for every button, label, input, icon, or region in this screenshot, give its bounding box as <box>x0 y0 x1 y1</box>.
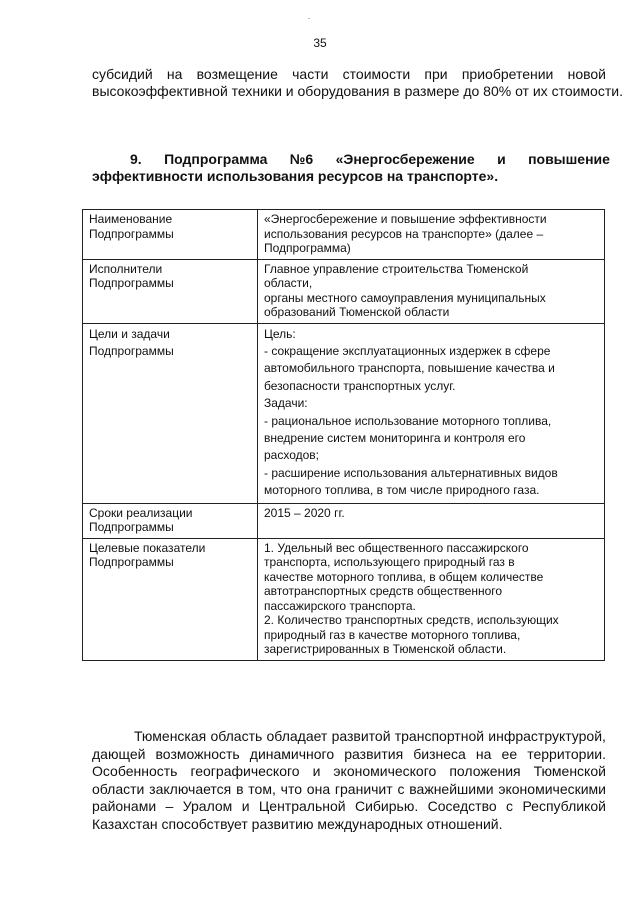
value-line: 1. Удельный вес общественного пассажирского <box>264 540 529 555</box>
intro-word: при <box>424 66 448 82</box>
table-cell-value <box>258 503 605 538</box>
value-line: использования ресурсов на транспорте» (далее – <box>264 226 544 241</box>
value-line: транспорта, использующего природный газ в <box>264 555 515 570</box>
intro-paragraph <box>92 66 623 100</box>
value-line: 2. Количество транспортных средств, использующих <box>264 613 559 628</box>
table-cell-label <box>83 538 258 660</box>
body-word: развития <box>344 745 404 762</box>
body-word: она <box>306 780 331 797</box>
body-word: Сибирью. <box>354 798 419 814</box>
value-line: - расширение использования альтернативных видов <box>264 465 558 480</box>
label-line: Подпрограммы <box>89 520 174 535</box>
value-line: - рациональное использование моторного топлива, <box>264 413 552 428</box>
label-line: Подпрограммы <box>89 276 174 290</box>
value-line: Задачи: <box>264 396 308 411</box>
value-line: Главное управление строительства Тюменской <box>264 261 529 276</box>
body-word: экономического <box>333 763 437 779</box>
body-line <box>92 763 606 781</box>
intro-line-2: высокоэффективной техники и оборудования в размере до 80% от их стоимости. <box>92 83 623 99</box>
value-line: моторного топлива, в том числе природного газа. <box>264 483 540 498</box>
body-paragraph <box>92 728 606 833</box>
body-word: граничит <box>334 780 393 797</box>
body-word: транспортной <box>394 728 485 744</box>
body-word: Республикой <box>522 798 606 814</box>
heading-line-1 <box>92 151 610 168</box>
value-line: органы местного самоуправления муниципальных <box>264 290 546 305</box>
intro-word: возмещение <box>196 66 278 82</box>
label-line: Исполнители <box>89 261 163 276</box>
value-line: Цель: <box>264 326 296 341</box>
body-word: – <box>165 798 174 814</box>
page-number: 35 <box>313 36 327 50</box>
body-word: районами <box>92 798 157 814</box>
body-word: важнейшими <box>409 780 494 797</box>
body-word: возможность <box>155 745 240 762</box>
table-cell-label <box>83 503 258 538</box>
body-line <box>92 798 606 816</box>
table-cell-value <box>258 210 605 260</box>
value-line: внедрение систем мониторинга и контроля его <box>264 430 526 445</box>
body-word: Особенность <box>92 763 178 779</box>
body-word: Тюменской <box>533 763 606 779</box>
body-word: обладает <box>266 728 328 744</box>
value-line: образований Тюменской области <box>264 305 450 319</box>
value-line: расходов; <box>264 448 320 463</box>
body-word: бизнеса <box>413 745 466 762</box>
body-word: инфраструктурой, <box>488 728 606 744</box>
table-cell-value <box>258 538 605 660</box>
label-line: Подпрограммы <box>89 343 174 358</box>
heading-word: 9. <box>130 151 142 167</box>
value-line: безопасности транспортных услуг. <box>264 378 456 393</box>
table-row-goals <box>83 323 605 503</box>
label-line: Подпрограммы <box>89 555 174 570</box>
value-line: автомобильного транспорта, повышение качества и <box>264 361 555 376</box>
value-line: качестве моторного топлива, в общем количестве <box>264 569 544 584</box>
body-word: положения <box>449 763 521 779</box>
label-line: Наименование <box>89 212 173 226</box>
intro-line-1 <box>92 66 606 83</box>
value-line: «Энергосбережение и повышение эффективности <box>264 212 547 226</box>
body-word: и <box>241 798 250 814</box>
body-word: территории. <box>527 745 606 762</box>
table-cell-label <box>83 259 258 323</box>
label-line: Сроки реализации <box>89 505 193 520</box>
value-line: - сокращение эксплуатационных издержек в сфере <box>264 343 551 358</box>
body-word: заключается <box>149 780 232 797</box>
table-cell-value <box>258 259 605 323</box>
body-word: в <box>236 780 244 797</box>
value-line: пассажирского транспорта. <box>264 598 416 613</box>
intro-word: стоимости <box>342 66 411 82</box>
heading-word: «Энергосбережение <box>335 151 475 167</box>
table-cell-label <box>83 210 258 260</box>
intro-word: части <box>292 66 329 82</box>
intro-word: субсидий <box>92 66 153 82</box>
body-line-last: Казахстан способствует развитию международных отношений. <box>92 815 503 832</box>
intro-word: новой <box>567 66 606 82</box>
body-word: с <box>397 780 405 797</box>
body-word: Тюменская <box>134 728 207 744</box>
value-line: Подпрограмма) <box>264 241 351 255</box>
body-word: на <box>475 745 492 762</box>
value-line: автотранспортных средств общественного <box>264 584 503 599</box>
body-word: с <box>506 798 514 814</box>
heading-word: повышение <box>528 151 610 167</box>
heading-word: №6 <box>289 151 314 167</box>
label-line: Подпрограммы <box>89 226 174 241</box>
table-row-indicators <box>83 538 605 660</box>
value-line: зарегистрированных в Тюменской области. <box>264 642 507 657</box>
body-word: Центральной <box>258 798 346 814</box>
value-line: области, <box>264 276 313 290</box>
body-line <box>92 781 606 799</box>
body-word: динамичного <box>249 745 335 762</box>
body-word: развитой <box>331 728 391 744</box>
intro-word: на <box>166 66 183 82</box>
heading-word: Подпрограмма <box>164 151 268 167</box>
body-word: Соседство <box>427 798 497 814</box>
body-word: область <box>210 728 263 744</box>
body-line <box>92 728 606 746</box>
table-row-executors <box>83 259 605 323</box>
body-line <box>92 746 606 764</box>
body-word: и <box>312 763 321 779</box>
table-cell-label <box>83 323 258 503</box>
body-word: области <box>92 780 145 797</box>
table-row-name <box>83 210 605 260</box>
subprogram-passport-table <box>82 209 605 661</box>
section-heading <box>92 151 610 185</box>
body-word: дающей <box>92 745 146 762</box>
body-word: том, <box>248 780 276 797</box>
scan-mark: - <box>308 16 310 22</box>
body-word: экономическими <box>498 780 606 797</box>
table-row-period <box>83 503 605 538</box>
body-word: Уралом <box>182 798 233 814</box>
label-line: Целевые показатели <box>89 540 206 555</box>
table-cell-value <box>258 323 605 503</box>
body-word: географического <box>190 763 300 779</box>
body-word: что <box>280 780 302 797</box>
label-line: Цели и задачи <box>89 326 170 341</box>
heading-word: и <box>497 151 506 167</box>
heading-line-2: эффективности использования ресурсов на транспорте». <box>92 168 499 184</box>
intro-word: приобретении <box>461 66 554 82</box>
value-line: 2015 – 2020 гг. <box>264 505 345 520</box>
value-line: природный газ в качестве моторного топлива, <box>264 627 521 642</box>
body-word: ее <box>501 745 518 762</box>
